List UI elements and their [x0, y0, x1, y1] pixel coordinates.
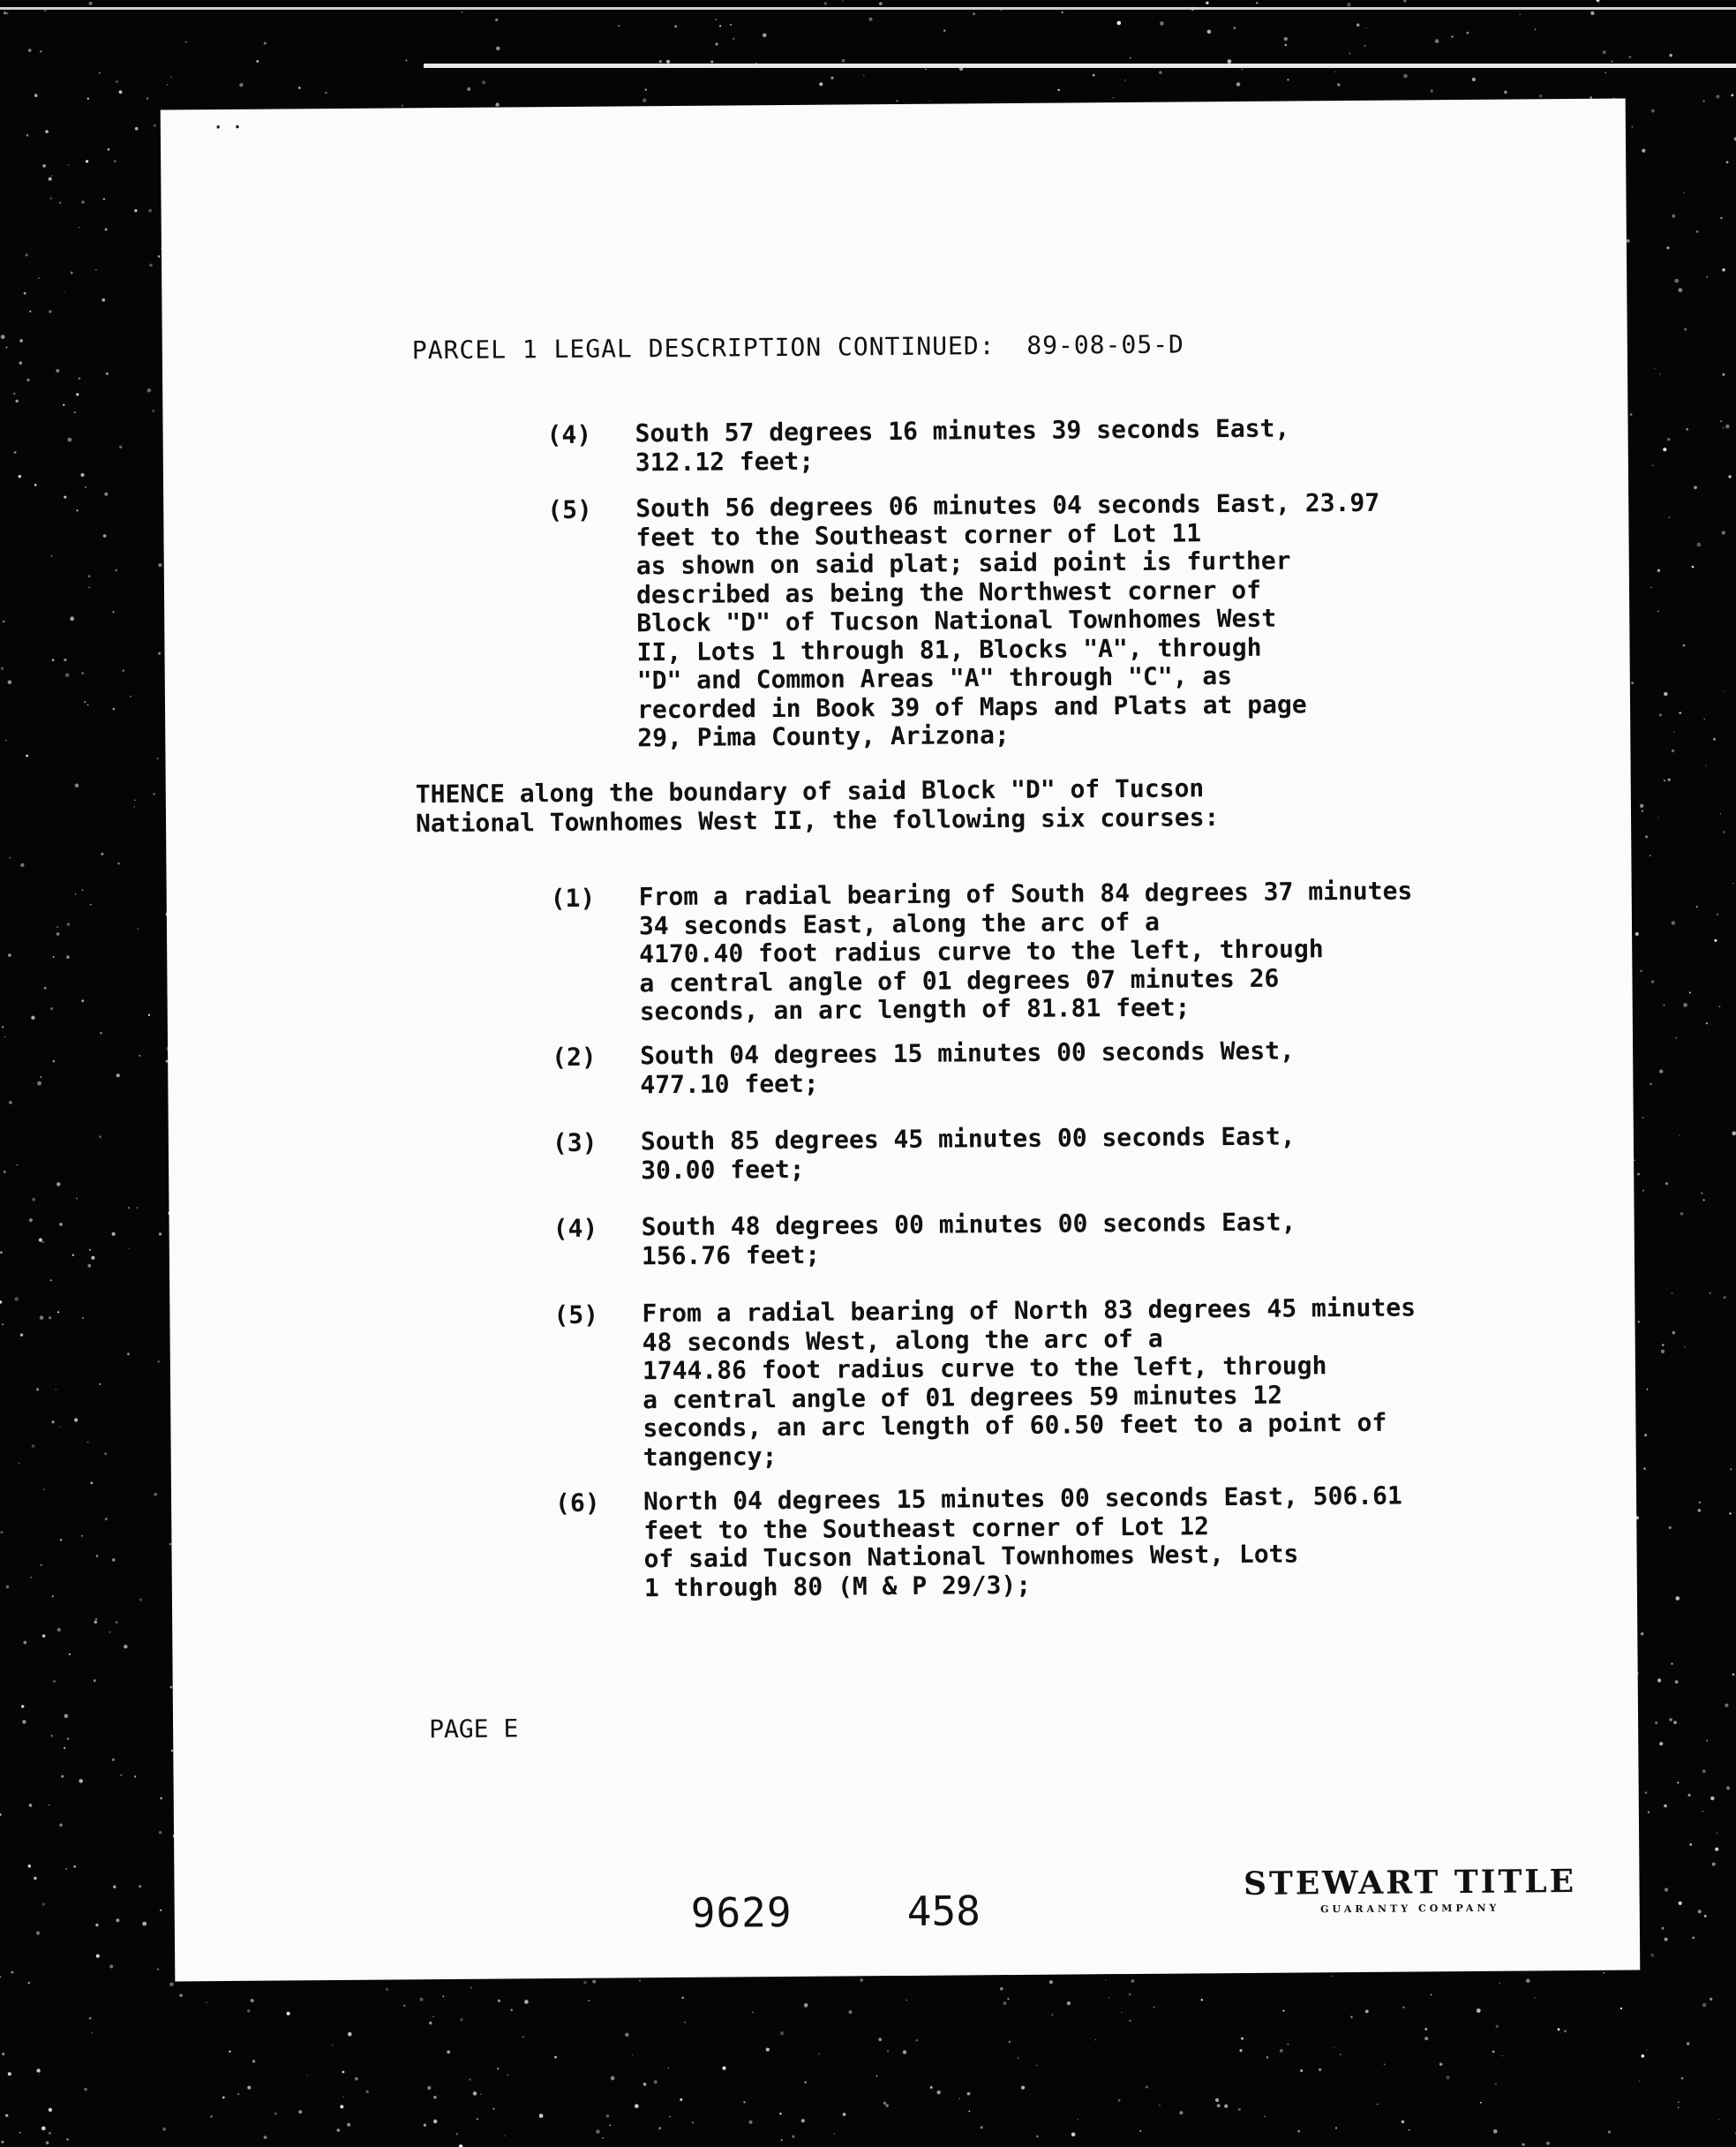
thence-paragraph: THENCE along the boundary of said Block "D" of Tucson National Townhomes West II, the following six courses:: [415, 773, 1220, 838]
document-page: [161, 99, 1641, 1982]
course-text: From a radial bearing of South 84 degrees 37 minutes 34 seconds East, along the arc of a 4170.40 foot radius curve to the left, through a central angle of 01 degrees 07 minutes 26 seconds, an arc length of 81.81 feet;: [638, 876, 1413, 1027]
page-mark: · ·: [213, 117, 243, 138]
course-item: [533, 877, 1414, 1027]
logo-title: STEWART TITLE: [1243, 1863, 1577, 1902]
course-number: (4): [552, 1213, 598, 1244]
course-item: [530, 489, 1381, 754]
page-title: PARCEL 1 LEGAL DESCRIPTION CONTINUED: 89-08-05-D: [411, 329, 1184, 365]
course-text: South 85 degrees 45 minutes 00 seconds East, 30.00 feet;: [640, 1121, 1296, 1185]
recording-page-number: 458: [906, 1887, 981, 1935]
page-label: PAGE E: [428, 1714, 519, 1744]
logo-subtitle: GUARANTY COMPANY: [1320, 1902, 1500, 1916]
course-number: (5): [547, 494, 592, 525]
course-number: (1): [550, 883, 596, 914]
course-item: [537, 1482, 1403, 1604]
stewart-title-logo: [1224, 1863, 1595, 1916]
course-text: South 57 degrees 16 minutes 39 seconds East, 312.12 feet;: [635, 413, 1290, 477]
course-number: (2): [552, 1042, 597, 1073]
course-item: [536, 1208, 1296, 1271]
course-item: [534, 1036, 1295, 1100]
course-item: [536, 1293, 1417, 1473]
course-number: (5): [553, 1300, 599, 1330]
course-text: North 04 degrees 15 minutes 00 seconds East, 506.61 feet to the Southeast corner of Lot 12 of said Tucson National Townhomes West, Lots 1 through 80 (M & P 29/3);: [643, 1480, 1402, 1602]
course-number: (6): [554, 1488, 600, 1518]
course-text: South 48 degrees 00 minutes 00 seconds East, 156.76 feet;: [641, 1207, 1296, 1270]
course-number: (4): [546, 419, 592, 450]
course-text: From a radial bearing of North 83 degrees 45 minutes 48 seconds West, along the arc of a 1744.86 foot radius curve to the left, through a central angle of 01 degrees 59 minutes 12 seconds, an arc length of 60.50 feet to a point of tangency;: [642, 1292, 1417, 1472]
course-text: South 56 degrees 06 minutes 04 seconds East, 23.97 feet to the Southeast corner of Lot 11 as shown on said plat; said point is further described as being the Northwest corner of Block "D" of Tucson National Townhomes West II, Lots 1 through 81, Blocks "A", through "D" and Common Areas "A" through "C", as recorded in Book 39 of Maps and Plats at page 29, Pima County, Arizona;: [635, 487, 1380, 753]
recording-number: 9629: [690, 1887, 793, 1937]
course-number: (3): [552, 1127, 597, 1158]
course-text: South 04 degrees 15 minutes 00 seconds West, 477.10 feet;: [640, 1036, 1295, 1099]
course-item: [535, 1122, 1296, 1186]
course-item: [529, 415, 1289, 478]
scan-edge-line: [424, 64, 1736, 68]
scan-edge-line: [0, 7, 1736, 10]
